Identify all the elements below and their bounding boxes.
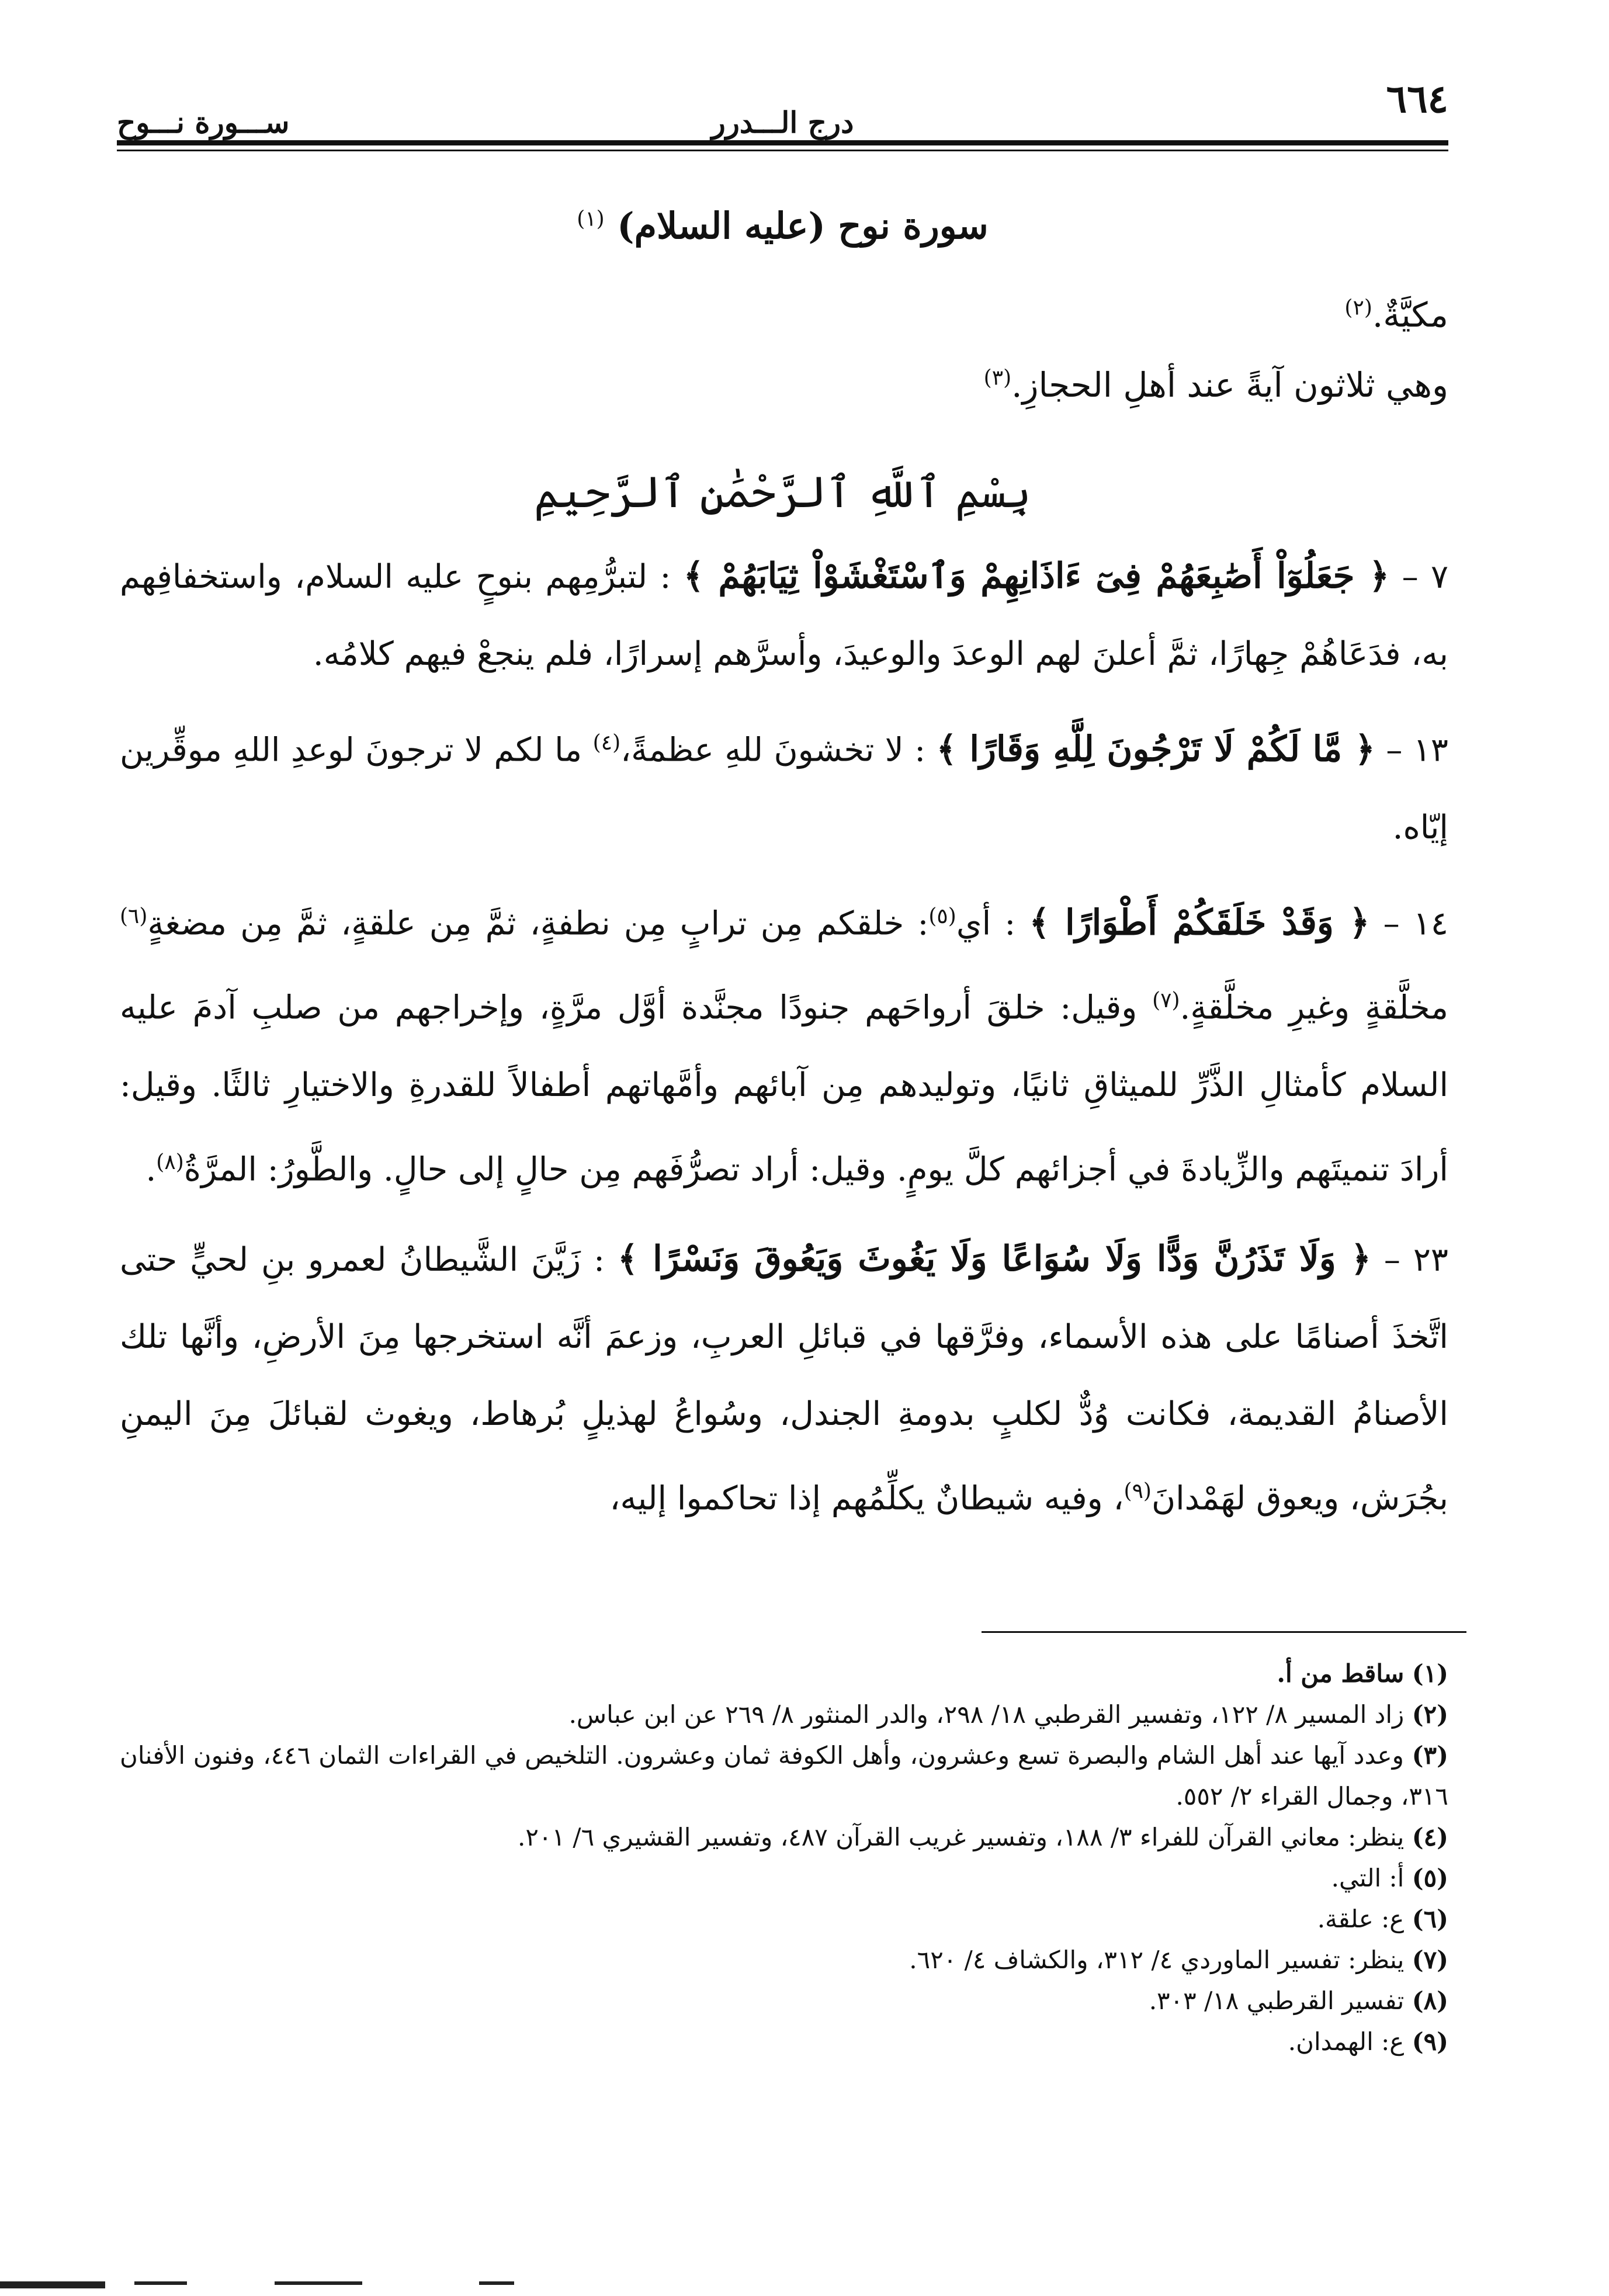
footnote [120, 1981, 1448, 2021]
scan-mark [275, 2281, 362, 2285]
footnote-text: ينظر: تفسير الماوردي ٤/ ٣١٢، والكشاف ٤/ ٦٢٠. [909, 1945, 1405, 1974]
footnote [120, 1817, 1448, 1858]
footnote-ref: (٣) [983, 366, 1012, 390]
surah-title-text: سورة نوح (عليه السلام) [617, 204, 989, 247]
surah-title [117, 204, 1448, 247]
footnote-text: ساقط من أ. [1277, 1659, 1405, 1688]
footnote-number: (٩) [1412, 2027, 1448, 2056]
footnote-text: وعدد آيها عند أهل الشام والبصرة تسع وعشرون، وأهل الكوفة ثمان وعشرون. التلخيص في القراءات الثمان ٤٤٦، وفنون الأفنان ٣١٦، وجمال القراء ٢/ ٥٥٢. [120, 1741, 1448, 1811]
footnote-text: ينظر: معاني القرآن للفراء ٣/ ١٨٨، وتفسير غريب القرآن ٤٨٧، وتفسير القشيري ٦/ ٢٠١. [518, 1823, 1405, 1851]
footnote-number: (٣) [1412, 1741, 1448, 1770]
footnote [120, 2021, 1448, 2062]
footnote-number: (٥) [1412, 1864, 1448, 1892]
footnotes [120, 1653, 1448, 2062]
quran-verse: ﴿ وَلَا تَذَرُنَّ وَدًّا وَلَا سُوَاعًا وَلَا يَغُوثَ وَيَعُوقَ وَنَسْرًا ﴾ [617, 1238, 1371, 1279]
commentary-text: : أي [956, 904, 1016, 943]
commentary-text: : لا تخشونَ للهِ عظمةً، [620, 731, 926, 769]
footnote-text: تفسير القرطبي ١٨/ ٣٠٣. [1149, 1986, 1405, 2015]
commentary-text: وقيل: خلقَ أرواحَهم جنودًا مجنَّدة أوَّل مرَّةٍ، وإخراجهم من صلبِ آدمَ عليه السلام كأمثالِ الذَّرِّ للميثاقِ ثانيًا، وتوليدهم مِن آبائهم وأمَّهاتهم أطفالاً للقدرةِ والاختيارِ ثالثًا. وقيل: أرادَ تنميتَهم والزِّيادةَ في أجزائهم كلَّ يومٍ. وقيل: أراد تصرُّفَهم مِن حالٍ إلى حالٍ. والطَّورُ: المرَّةُ [120, 989, 1448, 1189]
footnote-number: (٧) [1412, 1945, 1448, 1974]
footnote-number: (١) [1412, 1659, 1448, 1688]
makkiyya-text: مكيَّةٌ. [1372, 295, 1448, 335]
commentary-paragraph [120, 537, 1448, 693]
book-title: درج الـــدرر [711, 105, 854, 140]
footnote-number: (٤) [1412, 1823, 1448, 1851]
footnote-number: (٢) [1412, 1700, 1448, 1729]
footnote-text: زاد المسير ٨/ ١٢٢، وتفسير القرطبي ١٨/ ٢٩٨، والدر المنثور ٨/ ٢٦٩ عن ابن عباس. [568, 1700, 1405, 1729]
footnote-text: ع: علقة. [1317, 1905, 1405, 1933]
footnote-text: ع: الهمدان. [1288, 2027, 1405, 2056]
footnote [120, 1694, 1448, 1735]
footnote [120, 1653, 1448, 1694]
verse-count-text: وهي ثلاثون آيةً عند أهلِ الحجازِ. [1011, 365, 1448, 405]
verse-number: ١٤ – [1383, 904, 1448, 943]
quran-verse: ﴿ مَّا لَكُمْ لَا تَرْجُونَ لِلَّهِ وَقَارًا ﴾ [936, 729, 1375, 770]
footnote [120, 1940, 1448, 1981]
footnote [120, 1735, 1448, 1817]
footnote-ref: (٩) [1123, 1479, 1152, 1503]
verse-number: ١٣ – [1386, 731, 1448, 769]
footnote [120, 1899, 1448, 1940]
scan-mark [479, 2281, 514, 2285]
commentary-text: : زَيَّنَ الشَّيطانُ لعمرو بنِ لحيٍّ حتى اتَّخذَ أصنامًا على هذه الأسماء، وفرَّقها في قبائلِ العربِ، وزعمَ أنَّه استخرجها مِنَ الأرضِ، وأنَّها تلك الأصنامُ القديمة، فكانت وُدٌّ لكلبٍ بدومةِ الجندل، وسُواعُ لهذيلٍ بُرهاط، ويغوث لقبائلَ مِنَ اليمنِ بجُرَش، ويعوق لهَمْدانَ [120, 1240, 1448, 1518]
commentary-text: : خلقكم مِن ترابٍ مِن نطفةٍ، ثمَّ مِن علقةٍ، ثمَّ مِن مضغةٍ [147, 904, 929, 943]
makkiyya-line [1344, 295, 1448, 335]
footnote-ref: (١) [577, 207, 605, 231]
quran-verse: ﴿ جَعَلُوٓاْ أَصَٰبِعَهُمْ فِىٓ ءَاذَانِهِمْ وَٱسْتَغْشَوْاْ ثِيَابَهُمْ ﴾ [683, 556, 1390, 596]
header-rule-thin [117, 150, 1448, 151]
commentary-text: مخلَّقةٍ وغيرِ مخلَّقةٍ. [1180, 989, 1448, 1027]
footnote-number: (٨) [1412, 1986, 1448, 2015]
page-number: ٦٦٤ [1386, 76, 1448, 122]
basmala: بِسْمِ ٱللَّهِ ٱلرَّحْمَٰنِ ٱلرَّحِيمِ [533, 467, 1032, 518]
commentary-paragraph [120, 878, 1448, 1209]
running-header [117, 76, 1448, 140]
commentary-body [120, 537, 1448, 1549]
verse-number: ٢٣ – [1383, 1240, 1448, 1279]
footnote-ref: (٥) [928, 904, 956, 928]
commentary-paragraph [120, 1220, 1448, 1538]
footnote-number: (٦) [1412, 1905, 1448, 1933]
footnote-separator [982, 1631, 1466, 1633]
scan-mark [134, 2281, 187, 2285]
footnote-ref: (٦) [120, 904, 148, 928]
commentary-paragraph [120, 705, 1448, 866]
footnote-ref: (٤) [592, 731, 621, 755]
footnote-ref: (٢) [1344, 296, 1372, 320]
commentary-text: . [145, 1150, 157, 1189]
quran-verse: ﴿ وَقَدْ خَلَقَكُمْ أَطْوَارًا ﴾ [1029, 902, 1370, 944]
commentary-text: ، وفيه شيطانٌ يكلِّمُهم إذا تحاكموا إليه، [609, 1479, 1124, 1518]
footnote [120, 1858, 1448, 1899]
scan-edge-marks [0, 2281, 526, 2288]
footnote-ref: (٧) [1152, 989, 1180, 1013]
commentary-text: ما لكم لا ترجونَ لوعدِ اللهِ موقِّرين إيّاه. [120, 731, 1448, 847]
scan-mark [0, 2281, 105, 2288]
verse-number: ٧ – [1402, 558, 1449, 596]
footnote-text: أ: التي. [1331, 1864, 1405, 1892]
surah-running-title: ســـورة نـــوح [117, 105, 290, 140]
header-rule-thick [117, 140, 1448, 145]
footnote-ref: (٨) [156, 1150, 184, 1174]
commentary-text: : لتبرُّمِهم بنوحٍ عليه السلام، واستخفافِهم به، فدَعَاهُمْ جِهارًا، ثمَّ أعلنَ لهم الوعدَ والوعيدَ، وأسرَّهم إسرارًا، فلم ينجعْ فيهم كلامُه. [120, 558, 1448, 673]
verse-count-line [984, 365, 1448, 405]
